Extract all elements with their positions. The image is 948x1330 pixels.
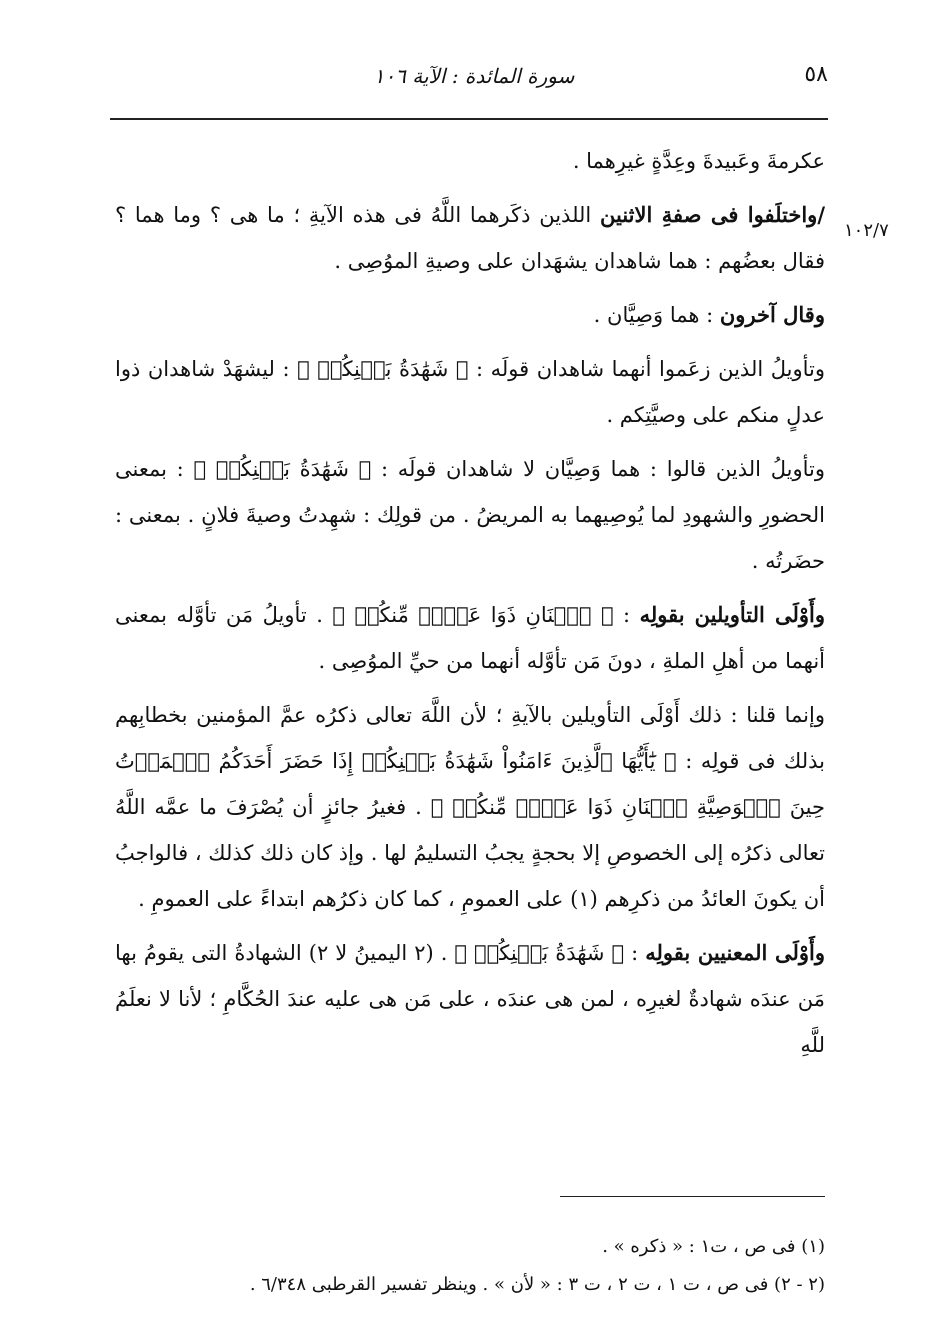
paragraph <box>115 592 825 684</box>
margin-reference: ١٠٢/٧ <box>844 220 889 241</box>
paragraph <box>115 192 825 284</box>
paragraph-lead: وأَوْلَى المعنيين بقولِه <box>645 940 825 965</box>
paragraph-text: : هما وَصِيَّان . <box>593 303 720 327</box>
paragraph <box>115 292 825 338</box>
paragraph-text: وتأويلُ الذين قالوا : هما وَصِيَّان لا شاهدان قولَه : ﴿ شَهَٰدَةُ بَيۡنِكُمۡ ﴾ : بمعنى الحضورِ والشهودِ لما يُوصِيهما به المريضُ . من قولِك : شهِدتُ وصيةَ فلانٍ . بمعنى : حضَرتُه . <box>115 457 825 573</box>
paragraph <box>115 138 825 184</box>
paragraph <box>115 692 825 922</box>
footnote: (١) فى ص ، ت١ : « ذكره » . <box>602 1236 825 1257</box>
footnote-rule <box>560 1196 825 1197</box>
paragraph-text: وتأويلُ الذين زعَموا أنهما شاهدان قولَه : ﴿ شَهَٰدَةُ بَيۡنِكُمۡ ﴾ : ليشهَدْ شاهدان ذوا عدلٍ منكم على وصيَّتِكم . <box>115 357 825 427</box>
main-text <box>115 138 825 1076</box>
paragraph-lead: وأَوْلَى التأويلين بقولِه <box>639 602 825 627</box>
footnotes <box>115 1228 825 1304</box>
page-number: ٥٨ <box>804 62 828 87</box>
header-rule <box>110 118 828 120</box>
paragraph <box>115 446 825 584</box>
paragraph-text: : ﴿ ٱثۡنَانِ ذَوَا عَدۡلٖ مِّنكُمۡ ﴾ . تأويلُ مَن تأوَّله بمعنى أنهما من أهلِ الملةِ ، دونَ مَن تأوَّله أنهما من حيِّ الموُصِى . <box>115 603 825 673</box>
paragraph-lead: وقال آخرون <box>719 302 825 327</box>
paragraph-text: وإنما قلنا : ذلك أَوْلَى التأويلين بالآيةِ ؛ لأن اللَّهَ تعالى ذكرُه عمَّ المؤمنين بخطابِهم بذلك فى قولِه : ﴿ يَٰٓأَيُّهَا ٱلَّذِينَ ءَامَنُواْ شَهَٰدَةُ بَيۡنِكُمۡ إِذَا حَضَرَ أَحَدَكُمُ ٱلۡمَوۡتُ حِينَ ٱلۡوَصِيَّةِ ٱثۡنَانِ ذَوَا عَدۡلٖ مِّنكُمۡ ﴾ . فغيرُ جائزٍ أن يُصْرَفَ ما عمَّه اللَّهُ تعالى ذكرُه إلى الخصوصِ إلا بحجةٍ يجبُ التسليمُ لها . وإذ كان ذلك كذلك ، فالواجبُ أن يكونَ العائدُ من ذكرِهم (١) على العمومِ ، كما كان ذكرُهم ابتداءً على العمومِ . <box>115 703 825 911</box>
running-header-title: سورة المائدة : الآية ١٠٦ <box>373 64 575 88</box>
paragraph-text: : ﴿ شَهَٰدَةُ بَيۡنِكُمۡ ﴾ . (٢ اليمينُ لا ٢) الشهادةُ التى يقومُ بها مَن عندَه شهادةٌ لغيرِه ، لمن هى عندَه ، على مَن هى عليه عندَ الحُكَّامِ ؛ لأنا لا نعلَمُ للَّهِ <box>115 941 825 1057</box>
paragraph <box>115 930 825 1068</box>
paragraph <box>115 346 825 438</box>
paragraph-lead: /واختلَفوا فى صفةِ الاثنين <box>600 202 825 227</box>
paragraph-text: عكرمةَ وعَبيدةَ وعِدَّةٍ غيرِهما . <box>572 149 825 173</box>
paragraph-text: اللذين ذكَرهما اللَّهُ فى هذه الآيةِ ؛ ما هى ؟ وما هما ؟ فقال بعضُهم : هما شاهدان يشهَدان على وصيةِ الموُصِى . <box>115 203 825 273</box>
footnote: (٢ - ٢) فى ص ، ت ١ ، ت ٢ ، ت ٣ : « لأن » . وينظر تفسير القرطبى ٦/٣٤٨ . <box>249 1274 825 1295</box>
